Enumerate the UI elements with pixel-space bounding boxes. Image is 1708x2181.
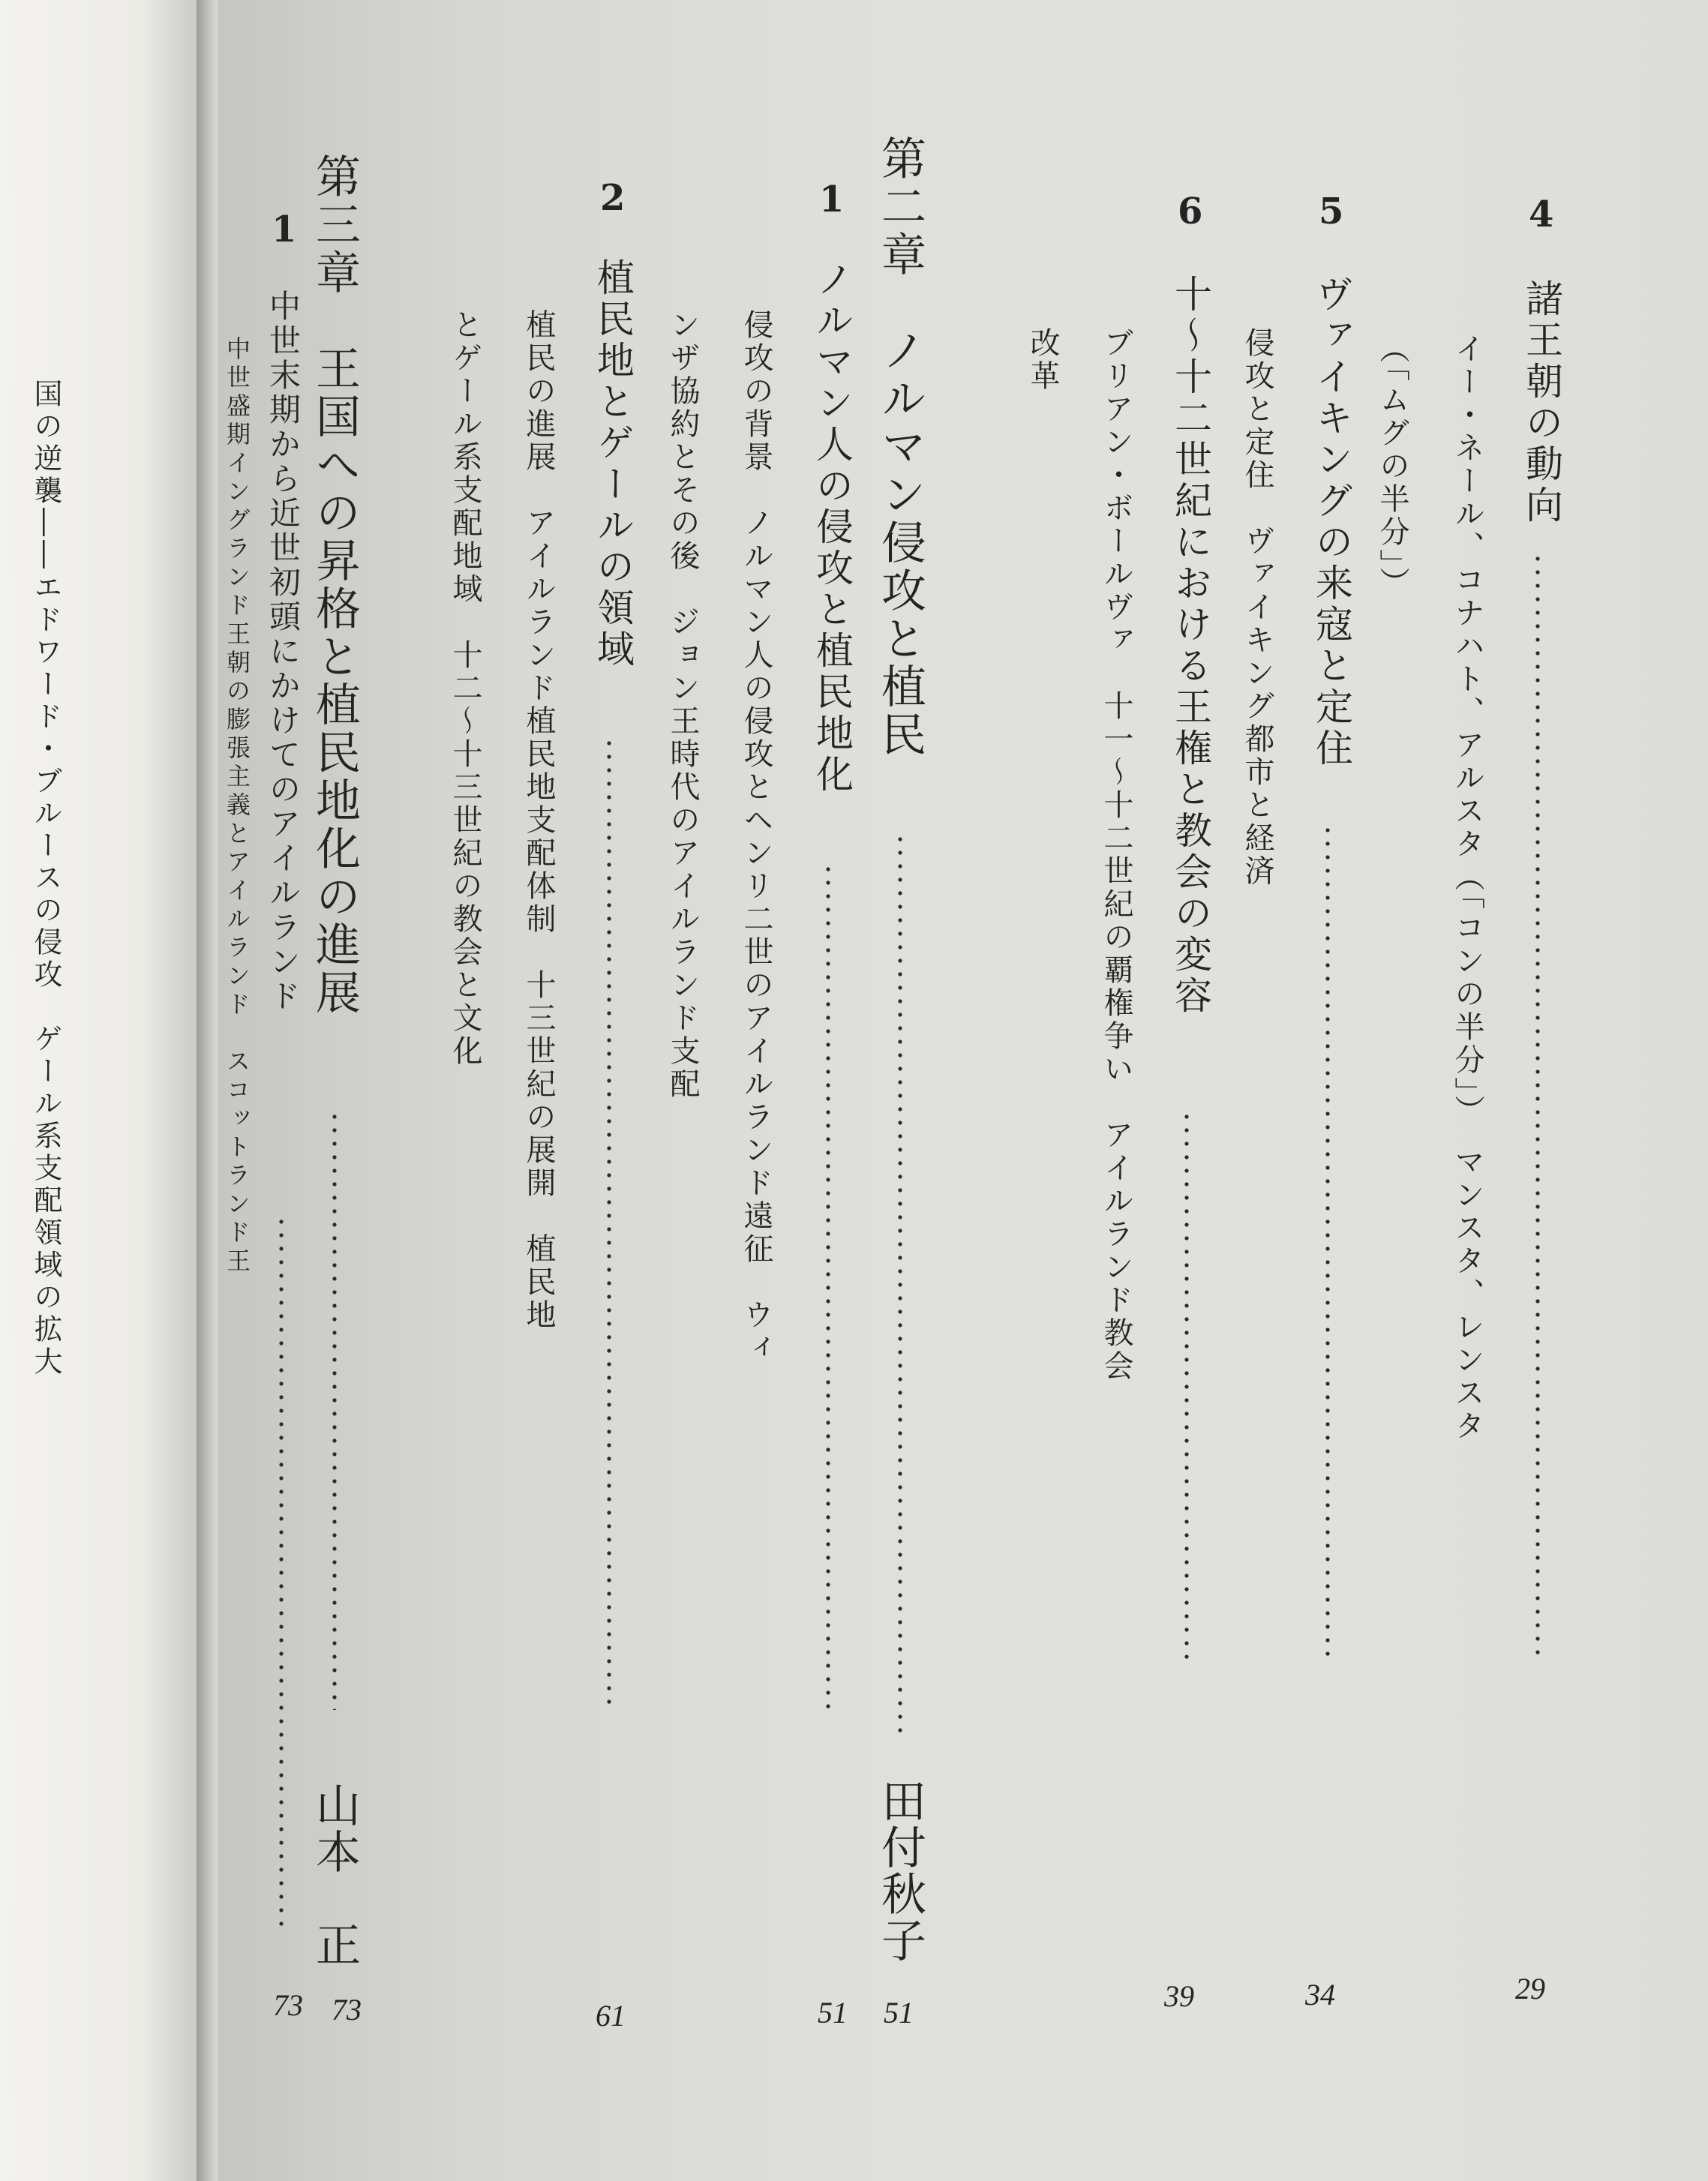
section-4-page: 29 — [1515, 1972, 1545, 2006]
section-6-subtopics-line2: 改革 — [1025, 327, 1060, 393]
section-4-number: 4 — [1529, 194, 1554, 236]
chapter-2-section-1-title: ノルマン人の侵攻と植民地化 — [810, 260, 854, 796]
chapter-2-section-1-subtopics-line1: 侵攻の背景 ノルマン人の侵攻とヘンリ二世のアイルランド遠征 ウィ — [739, 309, 773, 1365]
chapter-2-leader — [898, 832, 902, 1740]
chapter-2-section-2-subtopics-line1: 植民の進展 アイルランド植民地支配体制 十三世紀の展開 植民地 — [521, 309, 556, 1332]
chapter-2-section-1-leader — [826, 862, 830, 1710]
previous-page — [0, 0, 201, 2181]
chapter-2-section-2-number: 2 — [600, 177, 626, 219]
chapter-3-section-1-leader — [279, 1215, 284, 1935]
section-6-title: 十～十二世紀における王権と教会の変容 — [1169, 274, 1212, 1017]
chapter-3-author: 山本 正 — [308, 1782, 361, 1968]
section-5-title: ヴァイキングの来寇と定住 — [1310, 274, 1353, 770]
chapter-2-author: 田付秋子 — [874, 1778, 926, 1964]
previous-page-text: 国の逆襲――エドワード・ブルースの侵攻 ゲール系支配領域の拡大 — [29, 379, 62, 1378]
chapter-3-leader — [332, 1110, 337, 1710]
chapter-2-heading: 第二章 ノルマン侵攻と植民 — [874, 135, 926, 759]
section-6-page: 39 — [1164, 1979, 1194, 2013]
chapter-3-section-1-subtopics: 中世盛期イングランド王朝の膨張主義とアイルランド スコットランド王 — [223, 336, 251, 1276]
chapter-2-section-1-number: 1 — [819, 178, 845, 220]
chapter-2-section-1-subtopics-line2: ンザ協約とその後 ジョン王時代のアイルランド支配 — [665, 309, 700, 1101]
section-4-title: 諸王朝の動向 — [1520, 279, 1563, 526]
chapter-3-heading: 第三章 王国への昇格と植民地化の進展 — [308, 153, 361, 1017]
chapter-2-page: 51 — [884, 1996, 914, 2030]
section-6-leader — [1184, 1110, 1189, 1665]
chapter-2-section-2-page: 61 — [596, 1999, 626, 2032]
chapter-2-section-1-page: 51 — [818, 1996, 848, 2030]
chapter-3-section-1-page: 73 — [273, 1988, 303, 2022]
section-6-subtopics-line1: ブリアン・ボールヴァ 十一～十二世紀の覇権争い アイルランド教会 — [1099, 327, 1133, 1383]
chapter-2-section-2-subtopics-line2: とゲール系支配地域 十二～十三世紀の教会と文化 — [448, 309, 482, 1068]
section-4-subtopics-line1: イー・ネール、コナハト、アルスタ（「コンの半分」） マンスタ、レンスタ — [1450, 333, 1484, 1443]
book-gutter — [197, 0, 218, 2181]
section-5-subtopics: 侵攻と定住 ヴァイキング都市と経済 — [1240, 327, 1274, 888]
section-5-leader — [1325, 824, 1330, 1660]
chapter-3-section-1-number: 1 — [272, 208, 297, 250]
section-5-page: 34 — [1305, 1978, 1335, 2012]
section-6-number: 6 — [1178, 190, 1203, 232]
section-4-subtopics-line2: （「ムグの半分」） — [1375, 333, 1409, 600]
toc-page — [218, 0, 1708, 2181]
chapter-2-section-2-leader — [607, 736, 611, 1704]
section-5-number: 5 — [1319, 190, 1344, 232]
chapter-2-section-2-title: 植民地とゲールの領域 — [591, 258, 635, 670]
chapter-3-section-1-title: 中世末期から近世初頭にかけてのアイルランド — [265, 290, 302, 1014]
section-4-leader — [1535, 552, 1540, 1654]
chapter-3-page: 73 — [332, 1993, 362, 2026]
